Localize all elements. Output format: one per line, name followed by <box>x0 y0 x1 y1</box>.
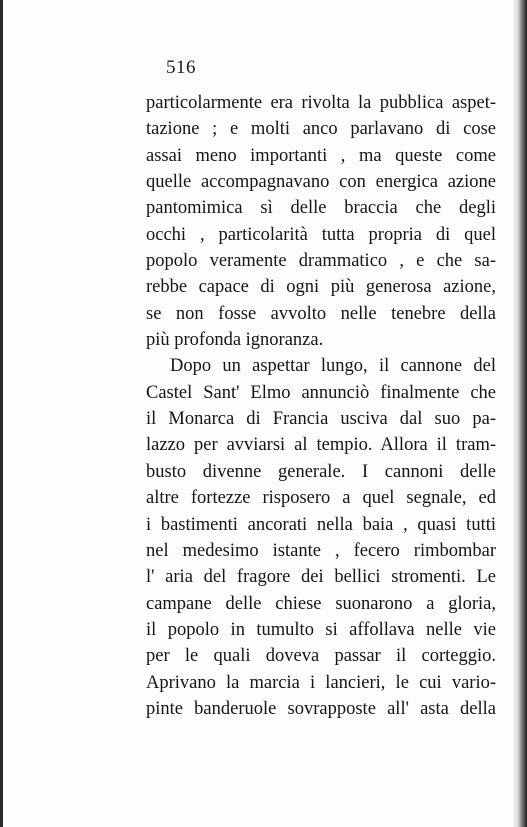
text-line: lazzo per avviarsi al tempio. Allora il tram- <box>146 435 496 456</box>
text-line: Aprivano la marcia i lancieri, le cui vario- <box>146 672 496 693</box>
text-line: se non fosse avvolto nelle tenebre della <box>146 303 496 324</box>
body-text <box>146 90 496 722</box>
page-right-edge-shadow <box>513 0 527 827</box>
text-line: pantomimica sì delle braccia che degli <box>146 198 496 219</box>
text-line: l' aria del fragore dei bellici stromenti. Le <box>146 567 496 588</box>
text-line: particolarmente era rivolta la pubblica aspet- <box>146 93 496 113</box>
text-line: pinte banderuole sovrapposte all' asta della <box>146 698 496 719</box>
text-line: campane delle chiese suonarono a gloria, <box>146 593 496 614</box>
page-left-edge <box>0 0 3 827</box>
paragraph-start-line: Dopo un aspettar lungo, il cannone del <box>170 356 496 377</box>
text-line: quelle accompagnavano con energica azione <box>146 172 496 193</box>
text-line: popolo veramente drammatico , e che sa- <box>146 251 496 272</box>
text-line: occhi , particolarità tutta propria di quel <box>146 224 496 245</box>
text-line: i bastimenti ancorati nella baia , quasi tutti <box>146 514 496 535</box>
text-line: Castel Sant' Elmo annunciò finalmente che <box>146 382 496 403</box>
text-line: il popolo in tumulto si affollava nelle vie <box>146 619 496 640</box>
text-line: tazione ; e molti anco parlavano di cose <box>146 119 496 140</box>
text-line: il Monarca di Francia usciva dal suo pa- <box>146 409 496 430</box>
paragraph-end-line: più profonda ignoranza. <box>146 330 324 351</box>
text-line: per le quali doveva passar il corteggio. <box>146 646 496 667</box>
page-number: 516 <box>166 57 196 78</box>
text-line: rebbe capace di ogni più generosa azione, <box>146 277 496 298</box>
text-line: altre fortezze risposero a quel segnale, ed <box>146 488 496 509</box>
text-line: busto divenne generale. I cannoni delle <box>146 461 496 482</box>
text-line: assai meno importanti , ma queste come <box>146 145 496 166</box>
text-line: nel medesimo istante , fecero rimbombar <box>146 540 496 561</box>
